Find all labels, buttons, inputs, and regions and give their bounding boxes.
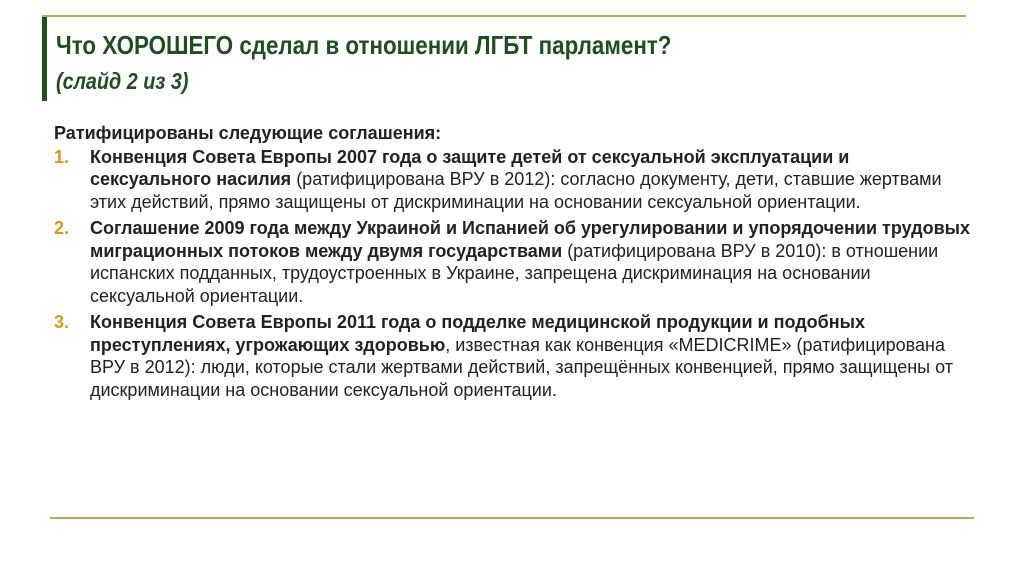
list-number: 1. <box>54 146 70 167</box>
agreements-list <box>54 146 974 402</box>
left-accent-bar <box>42 17 47 101</box>
list-number: 3. <box>54 312 70 332</box>
slide-title: Что ХОРОШЕГО сделал в отношении ЛГБТ парламент? <box>56 30 672 60</box>
agreement-description: (ратифицирована ВРУ в 2010): в отношении испанских подданных, трудоустроенных в Украине, запрещена дискриминация на основании сексуальной ориентации. <box>90 240 939 306</box>
intro-text: Ратифицированы следующие соглашения: <box>54 123 442 143</box>
agreement-description: , известная как конвенция «MEDICRIME» (ратифицирована ВРУ в 2012): люди, которые стали жертвами действий, запрещённых конвенцией, прямо защищены от дискриминации на основании сексуальной ориентации. <box>90 334 953 400</box>
top-accent-line <box>42 15 966 17</box>
slide-subtitle: (слайд 2 из 3) <box>56 68 189 94</box>
agreement-name: Соглашение 2009 года между Украиной и Испанией об урегулировании и упорядочении трудовых миграционных потоков между двумя государствами <box>90 218 971 261</box>
slide-body <box>54 122 974 405</box>
list-item <box>54 311 974 401</box>
agreement-name: Конвенция Совета Европы 2007 года о защите детей от сексуальной эксплуатации и сексуального насилия <box>90 146 850 189</box>
bottom-accent-line <box>50 517 974 519</box>
list-item <box>54 146 974 214</box>
agreement-name: Конвенция Совета Европы 2011 года о подделке медицинской продукции и подобных преступлениях, угрожающих здоровью <box>90 312 866 355</box>
list-item <box>54 217 974 307</box>
agreement-description: (ратифицирована ВРУ в 2012): согласно документу, дети, ставшие жертвами этих действий, прямо защищены от дискриминации на основании сексуальной ориентации. <box>90 169 942 212</box>
list-number: 2. <box>54 218 70 238</box>
